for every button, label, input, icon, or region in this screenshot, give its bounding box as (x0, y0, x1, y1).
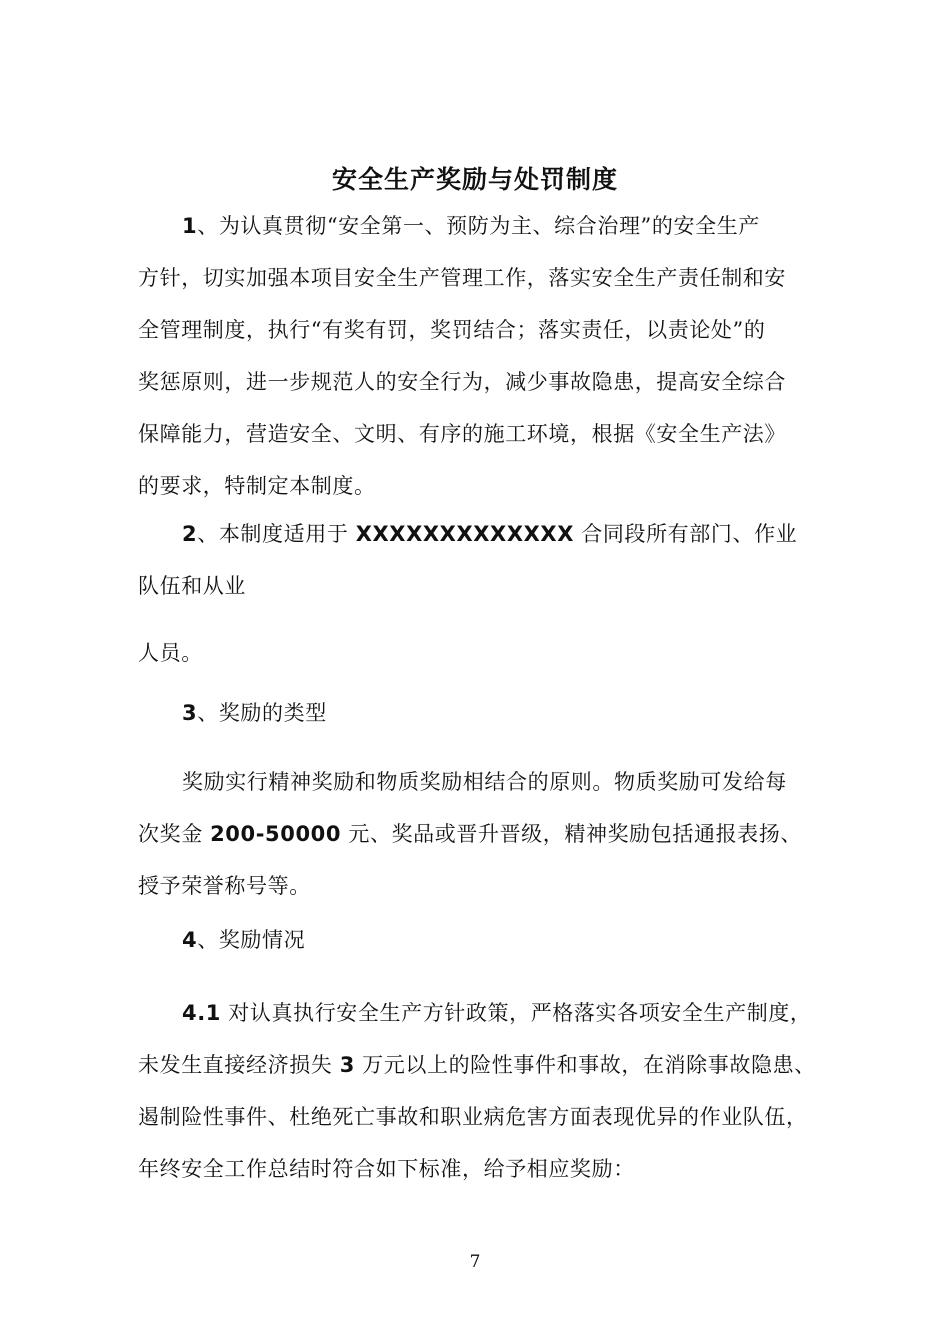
paragraph-1-line-3: 全管理制度，执行“有奖有罚，奖罚结合；落实责任，以责论处”的 (138, 318, 766, 342)
section-number-4: 4 (182, 928, 198, 952)
section-number-1: 1 (182, 214, 198, 238)
page-number: 7 (469, 1252, 481, 1272)
contract-code: XXXXXXXXXXXXX (355, 522, 574, 546)
paragraph-4-1-line-4: 年终安全工作总结时符合如下标准，给予相应奖励： (138, 1157, 635, 1181)
paragraph-1 (138, 200, 838, 512)
paragraph-3-line-3: 授予荣誉称号等。 (138, 874, 311, 898)
paragraph-2-line-2: 队伍和从业 (138, 574, 246, 598)
paragraph-3-line-1: 奖励实行精神奖励和物质奖励相结合的原则。物质奖励可发给每 (182, 770, 787, 794)
paragraph-4-1-line-2: 未发生直接经济损失 3 万元以上的险性事件和事故，在消除事故隐患、 (138, 1053, 816, 1077)
paragraph-2-line-3: 人员。 (138, 641, 203, 665)
paragraph-1-line-4: 奖惩原则，进一步规范人的安全行为，减少事故隐患，提高安全综合 (138, 370, 786, 394)
section-number-4-1: 4.1 (182, 1001, 222, 1025)
section-4-heading: 4、奖励情况 (182, 928, 306, 952)
paragraph-2-continued (138, 627, 838, 679)
paragraph-1-line-5: 保障能力，营造安全、文明、有序的施工环境，根据《安全生产法》 (138, 422, 786, 446)
paragraph-1-line-6: 的要求，特制定本制度。 (138, 474, 376, 498)
paragraph-4-1-line-3: 遏制险性事件、杜绝死亡事故和职业病危害方面表现优异的作业队伍， (138, 1105, 808, 1129)
document-title: 安全生产奖励与处罚制度 (331, 165, 618, 194)
paragraph-3 (138, 756, 838, 912)
section-number-3: 3 (182, 701, 198, 725)
paragraph-4-1 (138, 987, 838, 1195)
paragraph-3-line-2: 次奖金 200-50000 元、奖品或晋升晋级，精神奖励包括通报表扬、 (138, 822, 802, 846)
bonus-amount: 200-50000 (210, 822, 342, 846)
section-number-2: 2 (182, 522, 198, 546)
paragraph-1-line-1: 1、为认真贯彻“安全第一、预防为主、综合治理”的安全生产 (182, 214, 760, 238)
loss-amount: 3 (339, 1053, 355, 1077)
paragraph-1-line-2: 方针，切实加强本项目安全生产管理工作，落实安全生产责任制和安 (138, 266, 786, 290)
paragraph-4-1-line-1: 4.1 对认真执行安全生产方针政策，严格落实各项安全生产制度， (182, 1001, 812, 1025)
section-3-heading: 3、奖励的类型 (182, 701, 327, 725)
paragraph-2-line-1: 2、本制度适用于 XXXXXXXXXXXXX 合同段所有部门、作业 (182, 522, 798, 546)
paragraph-2 (138, 508, 838, 612)
